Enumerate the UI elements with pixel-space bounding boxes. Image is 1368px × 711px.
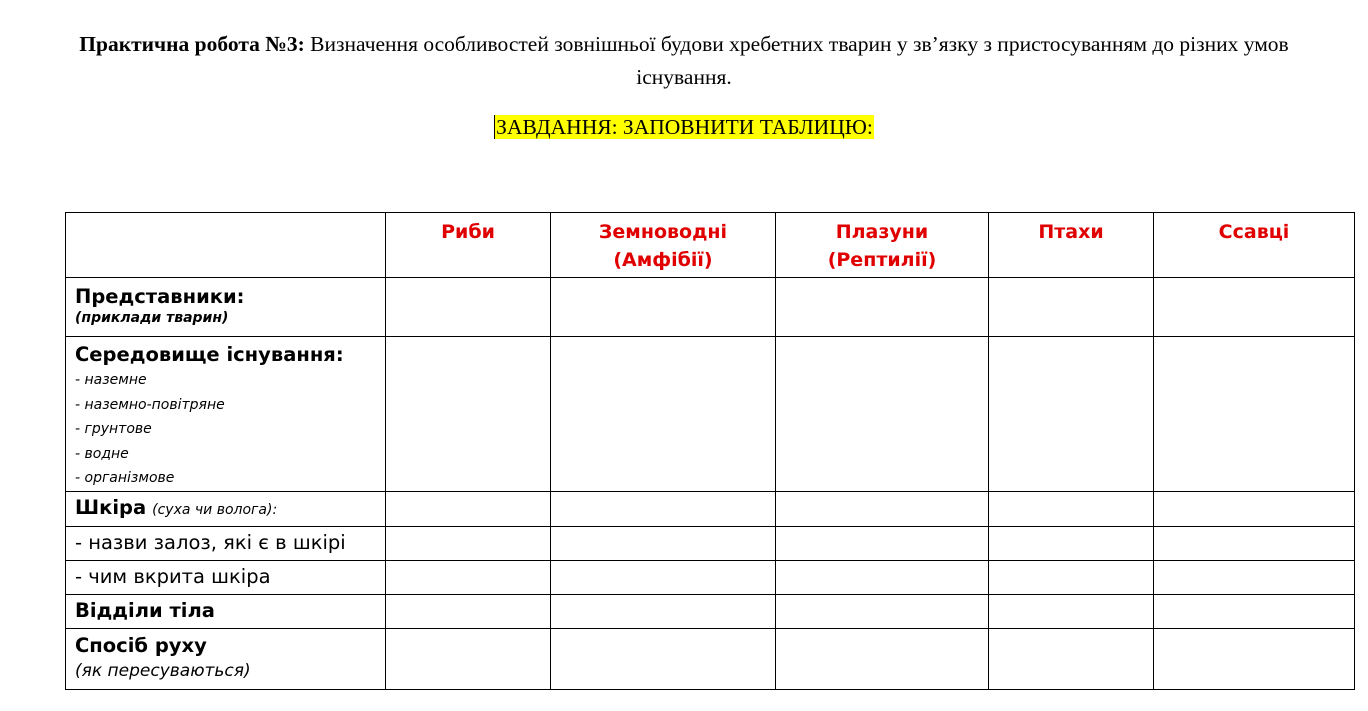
representatives-note: (приклади тварин) — [75, 310, 229, 326]
skin-note: (суха чи волога): — [152, 502, 278, 518]
covering-label: - чим вкрита шкіра — [75, 565, 271, 588]
row-label-covering[interactable] — [66, 561, 386, 595]
row-label-environment[interactable] — [66, 337, 386, 492]
table-row-movement — [66, 629, 1355, 690]
representatives-label: Представники: — [75, 285, 245, 308]
environment-item-5: - організмове — [75, 470, 175, 486]
environment-item-4: - водне — [75, 445, 129, 462]
header-empty[interactable] — [66, 213, 386, 278]
table-row-glands — [66, 527, 1355, 561]
table-row-covering — [66, 561, 1355, 595]
cell-representatives-birds[interactable] — [989, 278, 1154, 337]
movement-label: Спосіб руху — [75, 634, 207, 657]
cell-body-parts-mammals[interactable] — [1154, 595, 1355, 629]
cell-body-parts-fish[interactable] — [386, 595, 551, 629]
table-row-representatives — [66, 278, 1355, 337]
cell-representatives-amphibians[interactable] — [551, 278, 776, 337]
title-text: Визначення особливостей зовнішньої будови хребетних тварин у зв’язку з пристосуванням до різних умов існування. — [304, 32, 1289, 89]
glands-label: - назви залоз, які є в шкірі — [75, 531, 346, 554]
cell-environment-reptiles[interactable] — [776, 337, 989, 492]
cell-environment-birds[interactable] — [989, 337, 1154, 492]
cell-skin-fish[interactable] — [386, 492, 551, 527]
cell-movement-fish[interactable] — [386, 629, 551, 690]
cell-representatives-reptiles[interactable] — [776, 278, 989, 337]
cell-covering-mammals[interactable] — [1154, 561, 1355, 595]
row-label-glands[interactable] — [66, 527, 386, 561]
skin-label: Шкіра — [75, 496, 147, 519]
cell-movement-reptiles[interactable] — [776, 629, 989, 690]
cell-body-parts-amphibians[interactable] — [551, 595, 776, 629]
row-label-body-parts[interactable] — [66, 595, 386, 629]
header-reptiles[interactable]: Плазуни (Рептилії) — [776, 213, 989, 278]
environment-item-1: - наземне — [75, 372, 147, 388]
cell-movement-birds[interactable] — [989, 629, 1154, 690]
cell-environment-mammals[interactable] — [1154, 337, 1355, 492]
environment-item-2: - наземно-повітряне — [75, 396, 225, 413]
cell-glands-amphibians[interactable] — [551, 527, 776, 561]
task-line — [0, 112, 1368, 142]
cell-covering-fish[interactable] — [386, 561, 551, 595]
cell-covering-birds[interactable] — [989, 561, 1154, 595]
environment-label: Середовище існування: — [75, 343, 344, 366]
header-amphibians[interactable]: Земноводні (Амфібії) — [551, 213, 776, 278]
movement-note: (як пересуваються) — [75, 661, 251, 681]
cell-skin-birds[interactable] — [989, 492, 1154, 527]
task-highlight[interactable]: ЗАВДАННЯ: ЗАПОВНИТИ ТАБЛИЦЮ: — [496, 115, 873, 139]
animals-table — [65, 212, 1355, 690]
cell-representatives-fish[interactable] — [386, 278, 551, 337]
cell-covering-amphibians[interactable] — [551, 561, 776, 595]
environment-item-3: - грунтове — [75, 421, 152, 437]
cell-glands-mammals[interactable] — [1154, 527, 1355, 561]
header-fish[interactable]: Риби — [386, 213, 551, 278]
cell-environment-amphibians[interactable] — [551, 337, 776, 492]
cell-body-parts-birds[interactable] — [989, 595, 1154, 629]
cell-environment-fish[interactable] — [386, 337, 551, 492]
cell-glands-reptiles[interactable] — [776, 527, 989, 561]
cell-glands-birds[interactable] — [989, 527, 1154, 561]
cell-representatives-mammals[interactable] — [1154, 278, 1355, 337]
header-mammals[interactable]: Ссавці — [1154, 213, 1355, 278]
cell-movement-mammals[interactable] — [1154, 629, 1355, 690]
cell-body-parts-reptiles[interactable] — [776, 595, 989, 629]
row-label-skin[interactable] — [66, 492, 386, 527]
table-row-environment — [66, 337, 1355, 492]
header-birds[interactable]: Птахи — [989, 213, 1154, 278]
cell-covering-reptiles[interactable] — [776, 561, 989, 595]
table-row-skin — [66, 492, 1355, 527]
cell-skin-amphibians[interactable] — [551, 492, 776, 527]
document-title — [60, 28, 1308, 94]
skin-label-line — [75, 492, 385, 526]
body-parts-label: Відділи тіла — [75, 599, 215, 622]
row-label-movement[interactable] — [66, 629, 386, 690]
cell-glands-fish[interactable] — [386, 527, 551, 561]
title-bold: Практична робота №3: — [79, 32, 305, 56]
table-row-body-parts — [66, 595, 1355, 629]
row-label-representatives[interactable] — [66, 278, 386, 337]
cell-movement-amphibians[interactable] — [551, 629, 776, 690]
header-row — [66, 213, 1355, 278]
cell-skin-mammals[interactable] — [1154, 492, 1355, 527]
cell-skin-reptiles[interactable] — [776, 492, 989, 527]
